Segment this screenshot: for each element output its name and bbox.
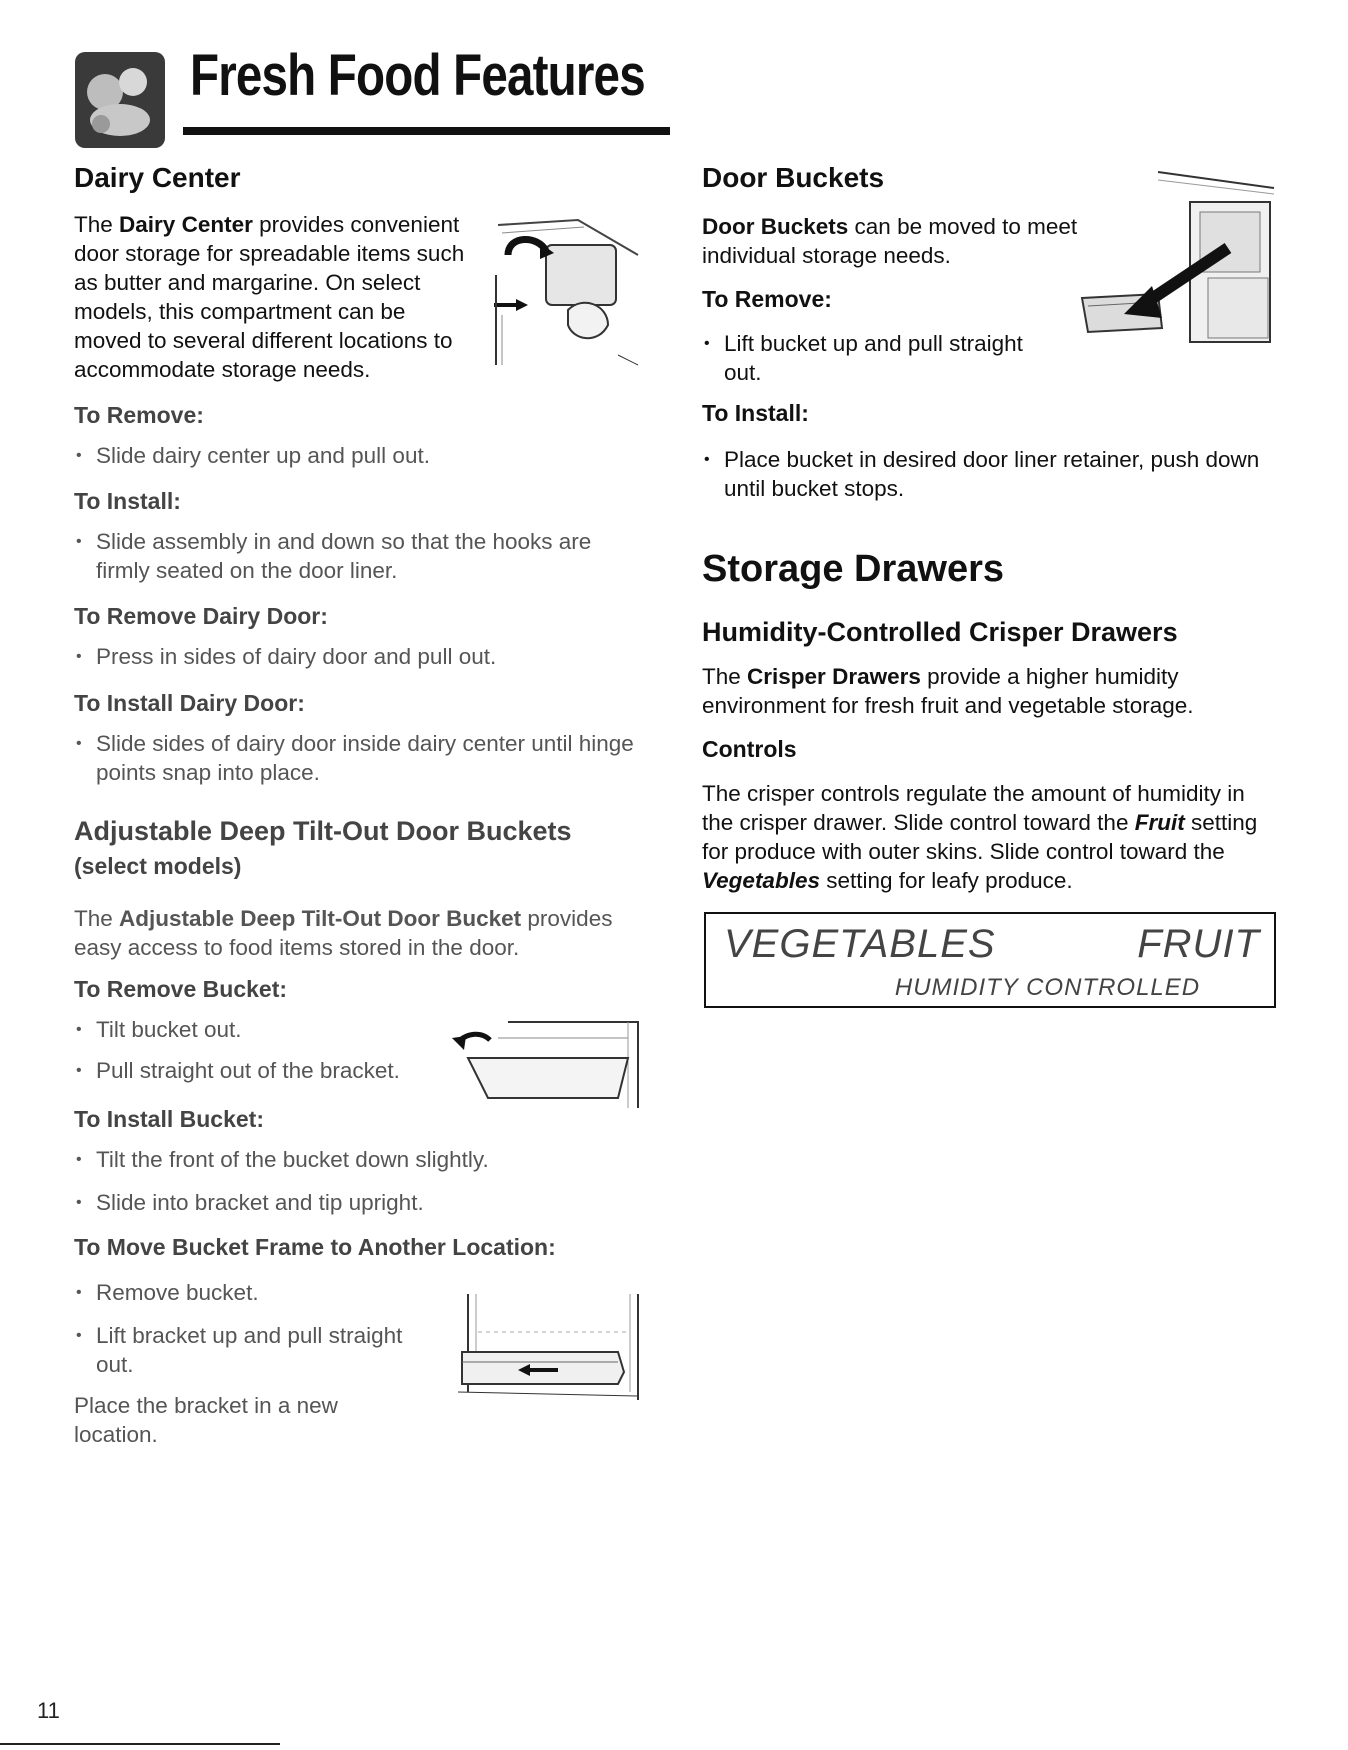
crisper-controls: [702, 736, 1282, 895]
tilt-intro: [74, 904, 659, 962]
dairy-remove-door-step: • Press in sides of dairy door and pull out.: [74, 642, 659, 671]
fruit-label: FRUIT: [1137, 922, 1260, 966]
tilt-move: [74, 1234, 659, 1261]
door-buckets-intro: [702, 212, 1122, 270]
door-bucket-illustration: [1078, 168, 1276, 353]
title-rule: [183, 127, 670, 135]
tilt-remove: [74, 976, 454, 1085]
tilt-move-step: • Remove bucket.: [74, 1278, 434, 1307]
dairy-install-door: [74, 690, 634, 787]
page-title: Fresh Food Features: [190, 43, 645, 108]
vegetables-label: VEGETABLES: [724, 922, 996, 966]
tilt-bucket-illustration: [448, 1018, 650, 1112]
controls-text: The crisper controls regulate the amount of humidity in the crisper drawer. Slide control toward the Fruit setting for produce with outer skins. Slide control toward the Vegetables setting for leafy produce.: [702, 781, 1258, 893]
dairy-intro: [74, 210, 474, 384]
dairy-install-door-heading: To Install Dairy Door:: [74, 690, 305, 716]
dairy-remove: [74, 402, 659, 470]
tilt-install: [74, 1106, 659, 1217]
storage-drawers-section: [702, 548, 1282, 648]
tilt-section: [74, 816, 659, 880]
dairy-remove-step: • Slide dairy center up and pull out.: [74, 441, 659, 470]
fresh-food-icon: [75, 52, 165, 148]
tilt-install-step: • Slide into bracket and tip upright.: [74, 1188, 659, 1217]
dairy-center-section: [74, 162, 659, 194]
tilt-install-heading: To Install Bucket:: [74, 1106, 264, 1132]
dairy-remove-heading: To Remove:: [74, 402, 204, 428]
humidity-controlled-label: HUMIDITY CONTROLLED: [894, 974, 1201, 1001]
door-buckets-section: [702, 162, 1122, 194]
crisper-intro: [702, 662, 1282, 720]
dairy-install: [74, 488, 644, 585]
crisper-drawers-heading: Humidity-Controlled Crisper Drawers: [702, 617, 1178, 647]
tilt-heading: Adjustable Deep Tilt-Out Door Buckets: [74, 816, 572, 846]
door-buckets-remove-step: • Lift bucket up and pull straight out.: [702, 329, 1042, 387]
dairy-install-heading: To Install:: [74, 488, 181, 514]
door-buckets-heading: Door Buckets: [702, 162, 885, 193]
tilt-remove-step: • Tilt bucket out.: [74, 1015, 454, 1044]
tilt-move-step: • Lift bracket up and pull straight out.: [74, 1321, 434, 1379]
tilt-remove-heading: To Remove Bucket:: [74, 976, 288, 1002]
bottom-rule: [0, 1743, 280, 1745]
tilt-subheading: (select models): [74, 853, 242, 879]
door-buckets-install-step: • Place bucket in desired door liner retainer, push down until bucket stops.: [702, 445, 1272, 503]
dairy-remove-door: [74, 603, 659, 671]
tilt-install-step: • Tilt the front of the bucket down slightly.: [74, 1145, 659, 1174]
crisper-intro-text: The Crisper Drawers provide a higher humidity environment for fresh fruit and vegetable storage.: [702, 664, 1194, 718]
dairy-intro-text: The Dairy Center provides convenient door storage for spreadable items such as butter and margarine. On select models, this compartment can be moved to several different locations to accommodate storage needs.: [74, 212, 465, 382]
controls-heading: Controls: [702, 736, 797, 762]
tilt-move-note: Place the bracket in a new location.: [74, 1393, 338, 1447]
door-buckets-install-heading: To Install:: [702, 400, 809, 426]
door-buckets-install: [702, 400, 1272, 503]
door-buckets-remove: [702, 286, 1042, 387]
tilt-remove-step: • Pull straight out of the bracket.: [74, 1056, 454, 1085]
dairy-center-heading: Dairy Center: [74, 162, 241, 193]
dairy-remove-door-heading: To Remove Dairy Door:: [74, 603, 328, 629]
storage-drawers-heading: Storage Drawers: [702, 548, 1005, 590]
dairy-install-step: • Slide assembly in and down so that the hooks are firmly seated on the door liner.: [74, 527, 644, 585]
door-buckets-intro-text: Door Buckets can be moved to meet individual storage needs.: [702, 214, 1078, 268]
door-buckets-remove-heading: To Remove:: [702, 286, 832, 312]
tilt-move-steps: [74, 1278, 434, 1449]
dairy-install-door-step: • Slide sides of dairy door inside dairy center until hinge points snap into place.: [74, 729, 634, 787]
page-number: 11: [37, 1698, 60, 1723]
humidity-control-label: [704, 912, 1276, 1008]
bucket-frame-illustration: [438, 1292, 652, 1404]
dairy-center-illustration: [488, 215, 646, 373]
tilt-intro-text: The Adjustable Deep Tilt-Out Door Bucket provides easy access to food items stored in the door.: [74, 906, 613, 960]
tilt-move-heading: To Move Bucket Frame to Another Location:: [74, 1234, 556, 1260]
